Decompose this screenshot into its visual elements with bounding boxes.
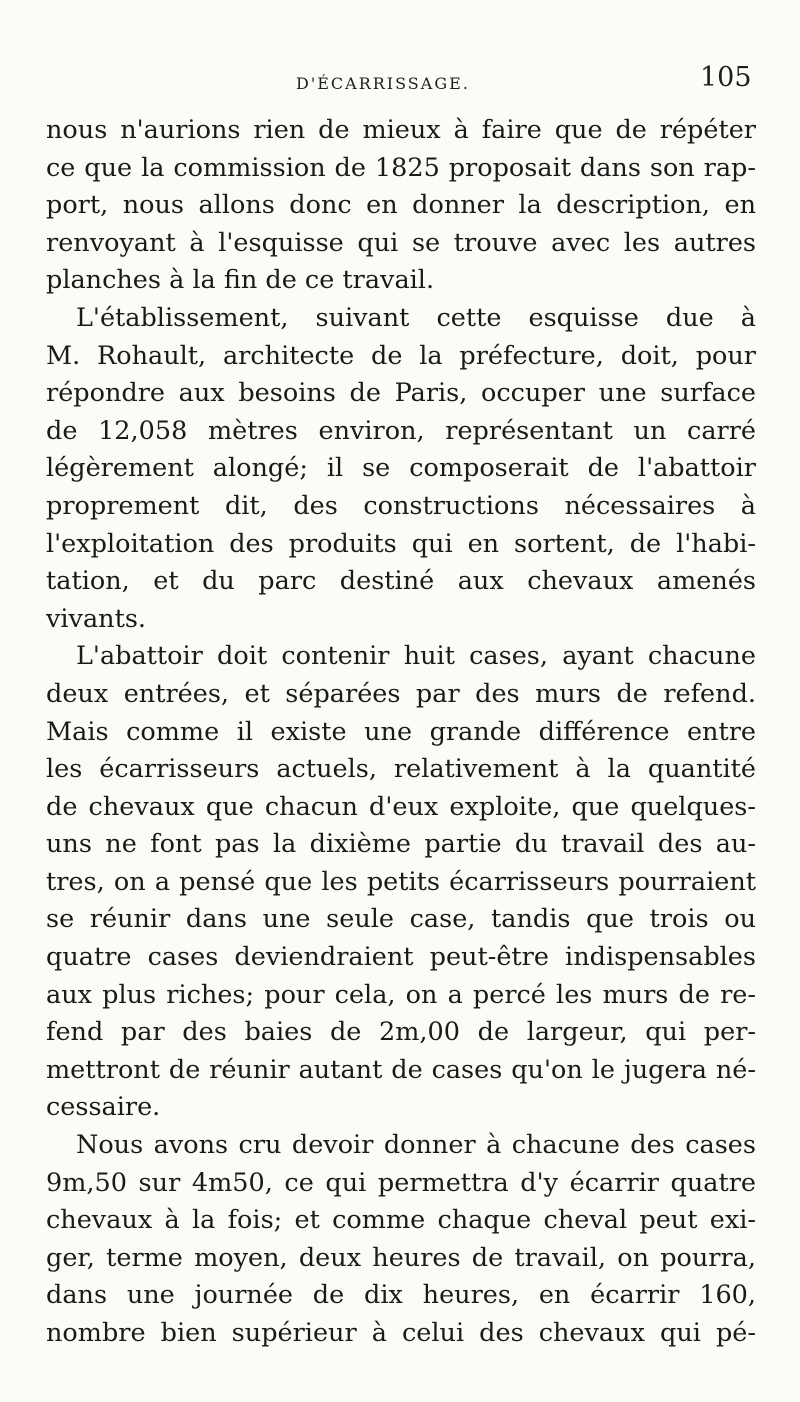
text-line: tres, on a pensé que les petits écarrisseurs pourraient — [46, 866, 756, 897]
text-line: port, nous allons donc en donner la description, en — [46, 190, 756, 221]
text-line: deux entrées, et séparées par des murs de refend. — [46, 678, 756, 709]
text-line: nombre bien supérieur à celui des chevaux qui pé- — [46, 1318, 756, 1348]
text-line: planches à la fin de ce travail. — [46, 265, 435, 296]
running-head — [0, 62, 800, 102]
text-line: répondre aux besoins de Paris, occuper une surface — [46, 378, 756, 409]
text-line: renvoyant à l'esquisse qui se trouve avec les autres — [46, 227, 756, 258]
page-number: 105 — [700, 62, 752, 93]
text-line: quatre cases deviendraient peut-être indispensables — [46, 942, 756, 973]
text-line: chevaux à la fois; et comme chaque cheval peut exi- — [46, 1205, 756, 1236]
body-text — [46, 112, 756, 1353]
text-line: ger, terme moyen, deux heures de travail, on pourra, — [46, 1242, 756, 1273]
text-line: de 12,058 mètres environ, représentant un carré — [46, 415, 756, 446]
text-line: aux plus riches; pour cela, on a percé les murs de re- — [46, 979, 756, 1010]
text-line: tation, et du parc destiné aux chevaux amenés — [46, 566, 756, 597]
running-title: D'ÉCARRISSAGE. — [296, 74, 470, 93]
text-line: Nous avons cru devoir donner à chacune des cases — [76, 1130, 756, 1161]
text-line: M. Rohault, architecte de la préfecture, doit, pour — [46, 340, 756, 371]
text-line: ce que la commission de 1825 proposait dans son rap- — [46, 152, 756, 183]
text-line: uns ne font pas la dixième partie du travail des au- — [46, 829, 756, 860]
text-line: se réunir dans une seule case, tandis que trois ou — [46, 904, 756, 935]
text-line: vivants. — [46, 603, 147, 634]
text-line: dans une journée de dix heures, en écarrir 160, — [46, 1280, 756, 1311]
text-line: de chevaux que chacun d'eux exploite, que quelques- — [46, 791, 756, 822]
text-line: légèrement alongé; il se composerait de l'abattoir — [46, 453, 756, 484]
text-line: L'abattoir doit contenir huit cases, ayant chacune — [76, 641, 756, 672]
text-line: mettront de réunir autant de cases qu'on le jugera né- — [46, 1054, 756, 1085]
text-line: proprement dit, des constructions nécessaires à — [46, 490, 756, 521]
text-line: l'exploitation des produits qui en sortent, de l'habi- — [46, 528, 756, 559]
text-line: les écarrisseurs actuels, relativement à la quantité — [46, 754, 756, 785]
text-line: cessaire. — [46, 1092, 161, 1123]
text-line: fend par des baies de 2m,00 de largeur, qui per- — [46, 1017, 756, 1048]
text-line: nous n'aurions rien de mieux à faire que de répéter — [46, 115, 756, 145]
text-line: Mais comme il existe une grande différence entre — [46, 716, 756, 747]
text-line: 9m,50 sur 4m50, ce qui permettra d'y écarrir quatre — [46, 1167, 756, 1198]
text-line: L'établissement, suivant cette esquisse due à — [76, 302, 756, 333]
